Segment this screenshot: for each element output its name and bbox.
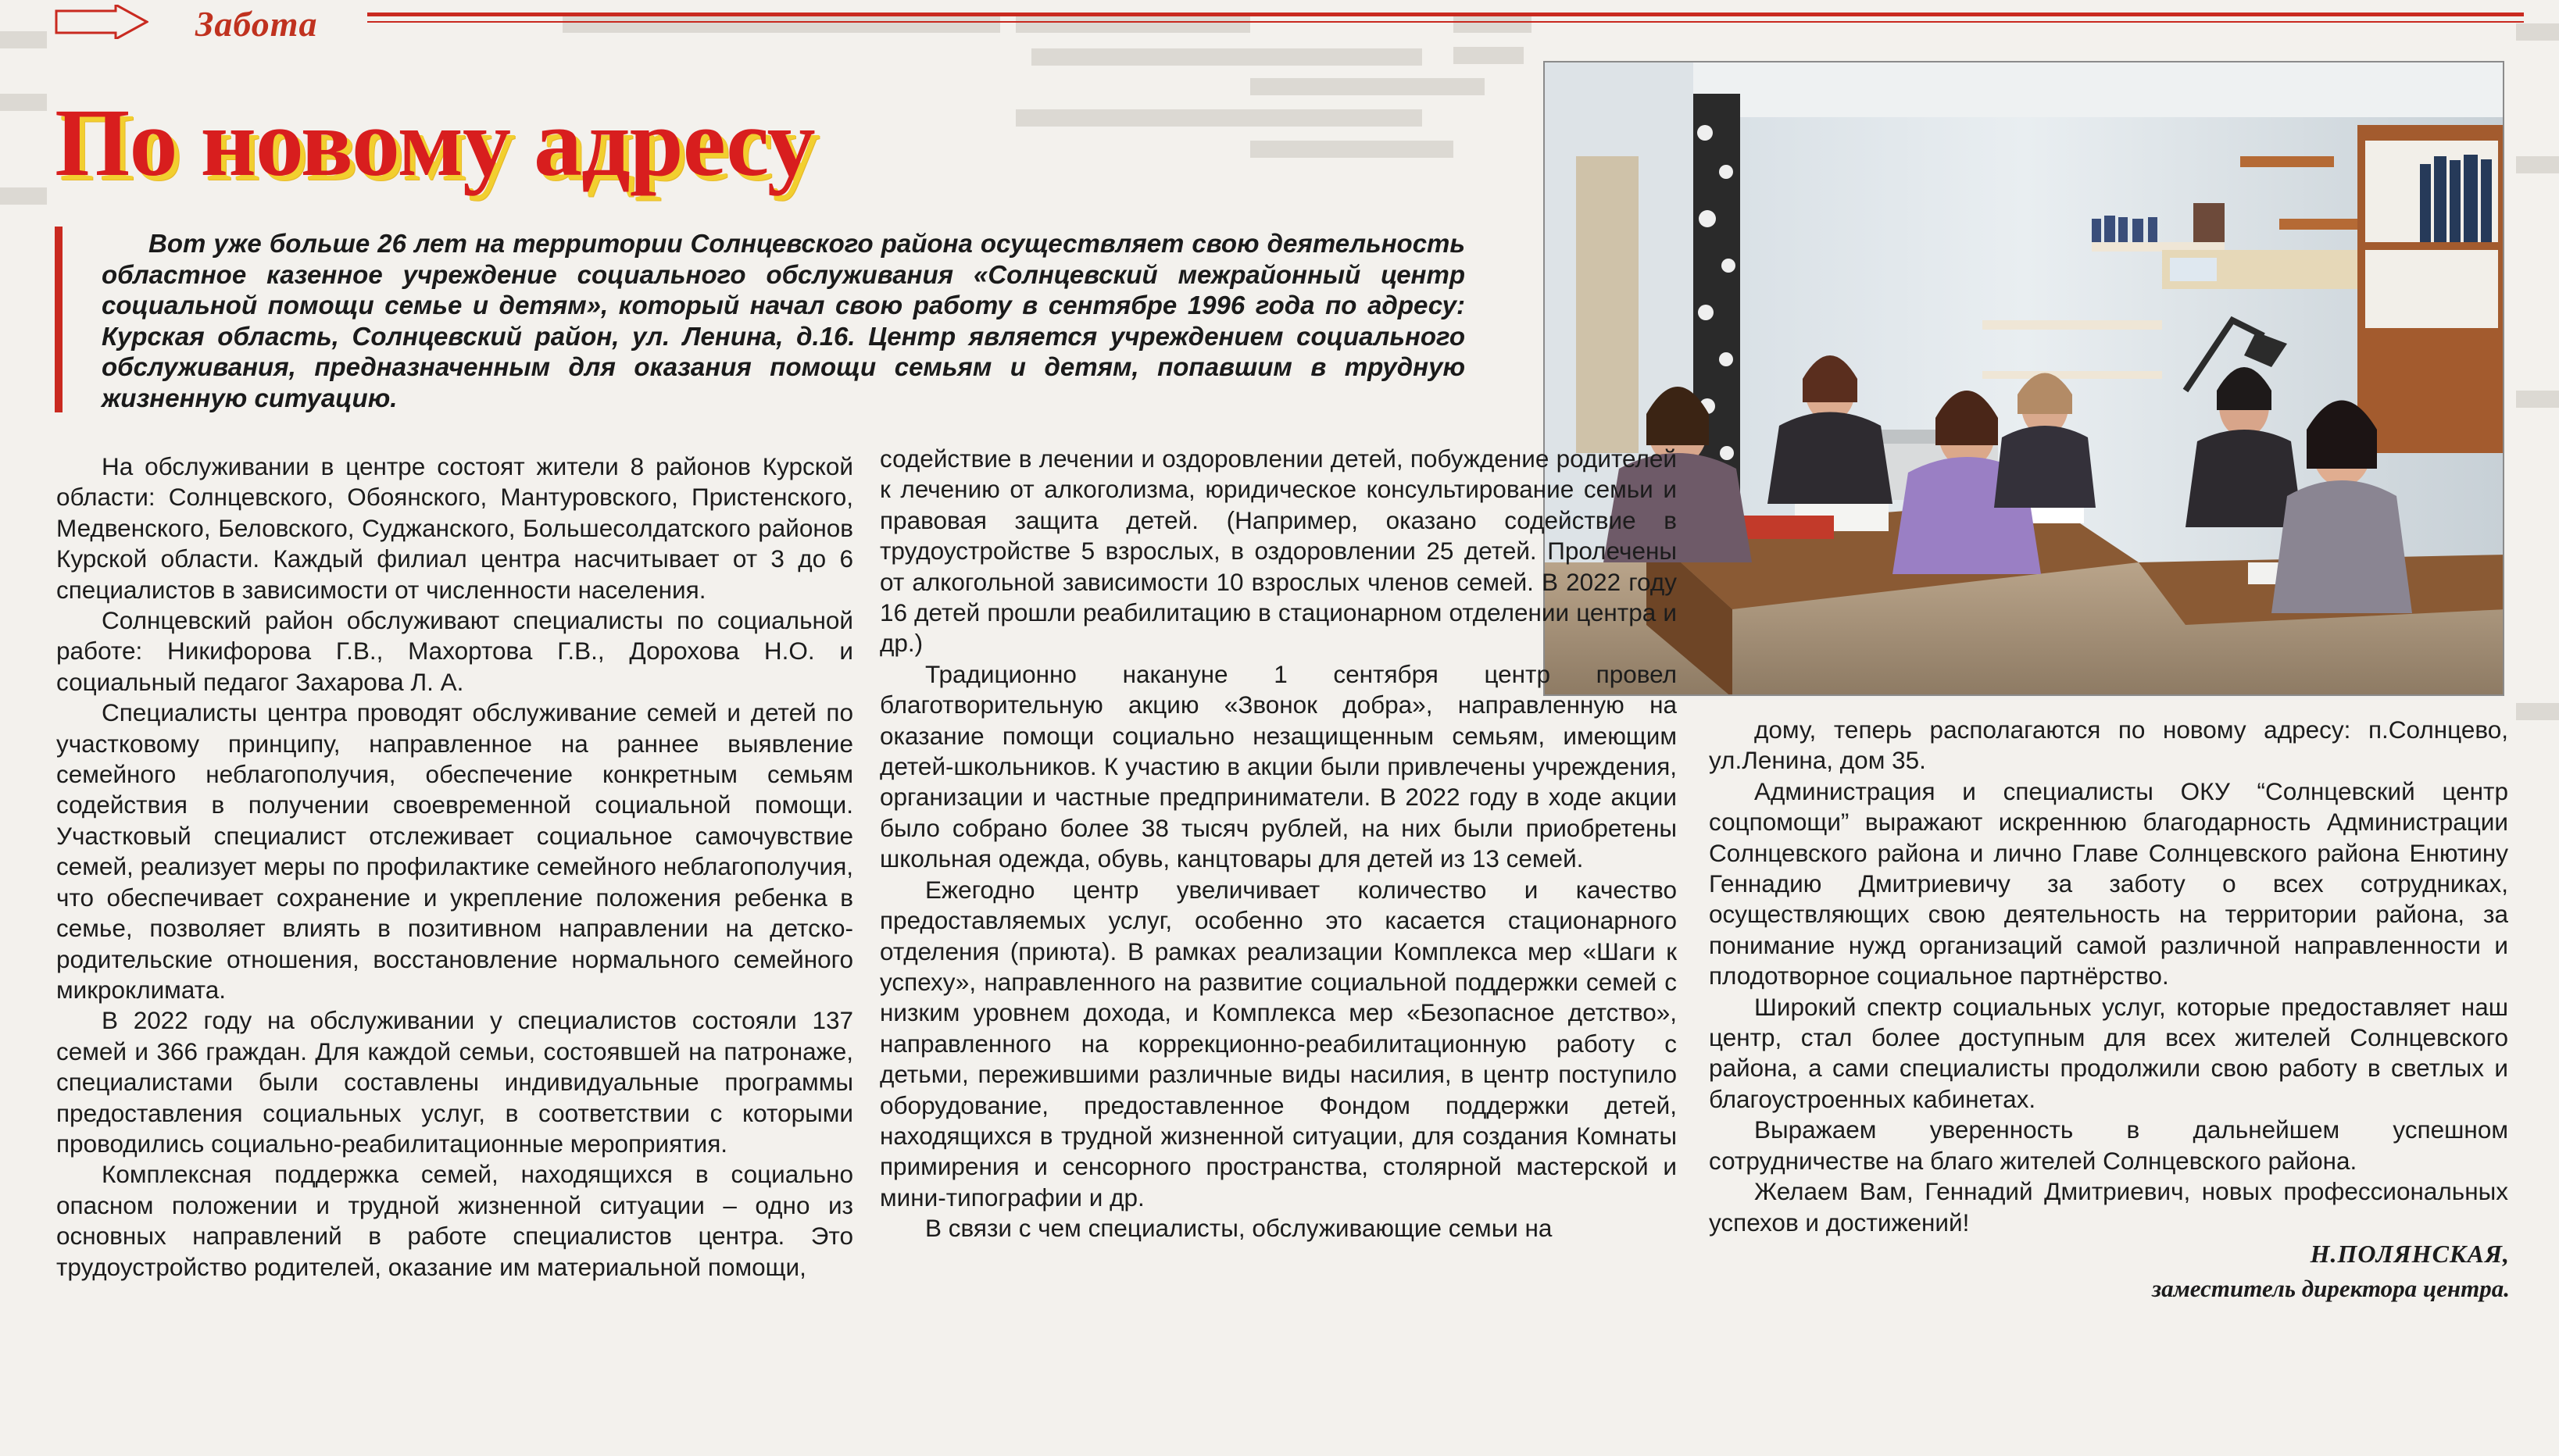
signature-name: Н.ПОЛЯНСКАЯ,	[2310, 1240, 2510, 1268]
paragraph: Традиционно накануне 1 сентября центр провел благотворительную акцию «Звонок добра», направленную на оказание помощи социально незащищенным семьям, имеющим детей-школьников. К участию в акции были привлечены учреждения, организации и частные предприниматели. В 2022 году в ходе акции было собрано более 38 тысяч рублей, на них были приобретены школьная одежда, обувь, канцтовары для детей из 13 семей.	[880, 659, 1677, 873]
paragraph: Желаем Вам, Геннадий Дмитриевич, новых профессиональных успехов и достижений!	[1709, 1177, 2508, 1237]
lead-accent-bar	[55, 227, 63, 412]
paragraph: Администрация и специалисты ОКУ “Солнцевский центр соцпомощи” выражают искреннюю благодарность Администрации Солнцевского района и лично Главе Солнцевского района Енютину Геннадию Дмитриевичу за заботу о всех сотрудниках, осуществляющих свою деятельность на территории района, за понимание нужд организаций самой различной направленности и плодотворное социальное партнёрство.	[1709, 776, 2508, 990]
paragraph: Комплексная поддержка семей, находящихся в социально опасном положении и трудной жизненной ситуации – одно из основных направлений в работе специалистов центра. Это трудоустройство родителей, оказание им материальной помощи,	[56, 1160, 853, 1281]
paragraph: Ежегодно центр увеличивает количество и качество предоставляемых услуг, особенно это касается стационарного отделения (приюта). В рамках реализации Комплекса мер «Шаги к успеху», направленного на развитие социальной поддержки семей с низким уровнем дохода, и Комплекса мер «Безопасное детство», направленного на коррекционно-реабилитационную работу с детьми, пережившими различные виды насилия, в центр поступило оборудование, предоставленное Фондом поддержки детей, находящихся в трудной жизненной ситуации, для создания Комнаты примирения и сенсорного пространства, столярной мастерской и мини-типографии и др.	[880, 875, 1677, 1212]
paragraph: Выражаем уверенность в дальнейшем успешном сотрудничестве на благо жителей Солнцевского района.	[1709, 1115, 2508, 1175]
rubric-rule-thin	[367, 21, 2524, 23]
paragraph: дому, теперь располагаются по новому адресу: п.Солнцево, ул.Ленина, дом 35.	[1709, 716, 2508, 775]
rubric-label: Забота	[195, 4, 318, 44]
paragraph: В 2022 году на обслуживании у специалистов состояли 137 семей и 366 граждан. Для каждой семьи, состоявшей на патронаже, специалистами были составлены индивидуальные программы предоставления социальных услуг, в соответствии с которыми проводились социально-реабилитационные мероприятия.	[56, 1006, 853, 1158]
rubric-arrow-icon	[55, 5, 148, 39]
article-column-3	[1709, 715, 2508, 1238]
article-column-2	[880, 444, 1677, 1244]
paragraph: Широкий спектр социальных услуг, которые предоставляет наш центр, стал более доступным для всех жителей Солнцевского района, а сами специалисты продолжили свою работу в светлых и благоустроенных кабинетах.	[1709, 992, 2508, 1113]
office-photo-illustration	[1545, 62, 2504, 696]
paragraph: В связи с чем специалисты, обслуживающие семьи на	[925, 1214, 1553, 1243]
article-column-1	[56, 451, 853, 1283]
headline: По новому адресу	[55, 89, 815, 196]
paragraph: Специалисты центра проводят обслуживание семей и детей по участковому принципу, направленное на раннее выявление семейного неблагополучия, обеспечение конкретным семьям содействия в получении своевременной социальной помощи. Участковый специалист отслеживает социальное самочувствие семей, реализует меры по профилактике семейного неблагополучия, что обеспечивает сохранение и укрепление положения ребенка в семье, позволяет влиять в позитивном направлении на детско-родительские отношения, восстановление нормального семейного микроклимата.	[56, 698, 853, 1004]
office-photo	[1543, 61, 2504, 696]
lead-paragraph: Вот уже больше 26 лет на территории Солнцевского района осуществляет свою деятельность областное казенное учреждение социального обслуживания «Солнцевский межрайонный центр социальной помощи семье и детям», который начал свою работу в сентябре 1996 года по адресу: Курская область, Солнцевский район, ул. Ленина, д.16. Центр является учреждением социального обслуживания, предназначенным для оказания помощи семьям и детям, попавшим в трудную жизненную ситуацию.	[102, 229, 1465, 412]
signature-role: заместитель директора центра.	[2151, 1275, 2510, 1302]
rubric-rule	[367, 12, 2524, 16]
paragraph: На обслуживании в центре состоят жители 8 районов Курской области: Солнцевского, Обоянского, Мантуровского, Пристенского, Медвенского, Беловского, Суджанского, Большесолдатского районов Курской области. Каждый филиал центра насчитывает от 3 до 6 специалистов в зависимости от численности населения.	[56, 452, 853, 604]
paragraph: содействие в лечении и оздоровлении детей, побуждение родителей к лечению от алкоголизма, юридическое консультирование семьи и правовая защита детей. (Например, оказано содействие в трудоустройстве 5 взрослых, в оздоровлении 25 детей. Пролечены от алкогольной зависимости 10 взрослых членов семей. В 2022 году 16 детей прошли реабилитацию в стационарном отделении центра и др.)	[880, 444, 1677, 658]
paragraph: Солнцевский район обслуживают специалисты по социальной работе: Никифорова Г.В., Махортова Г.В., Дорохова Н.О. и социальный педагог Захарова Л. А.	[56, 606, 853, 696]
